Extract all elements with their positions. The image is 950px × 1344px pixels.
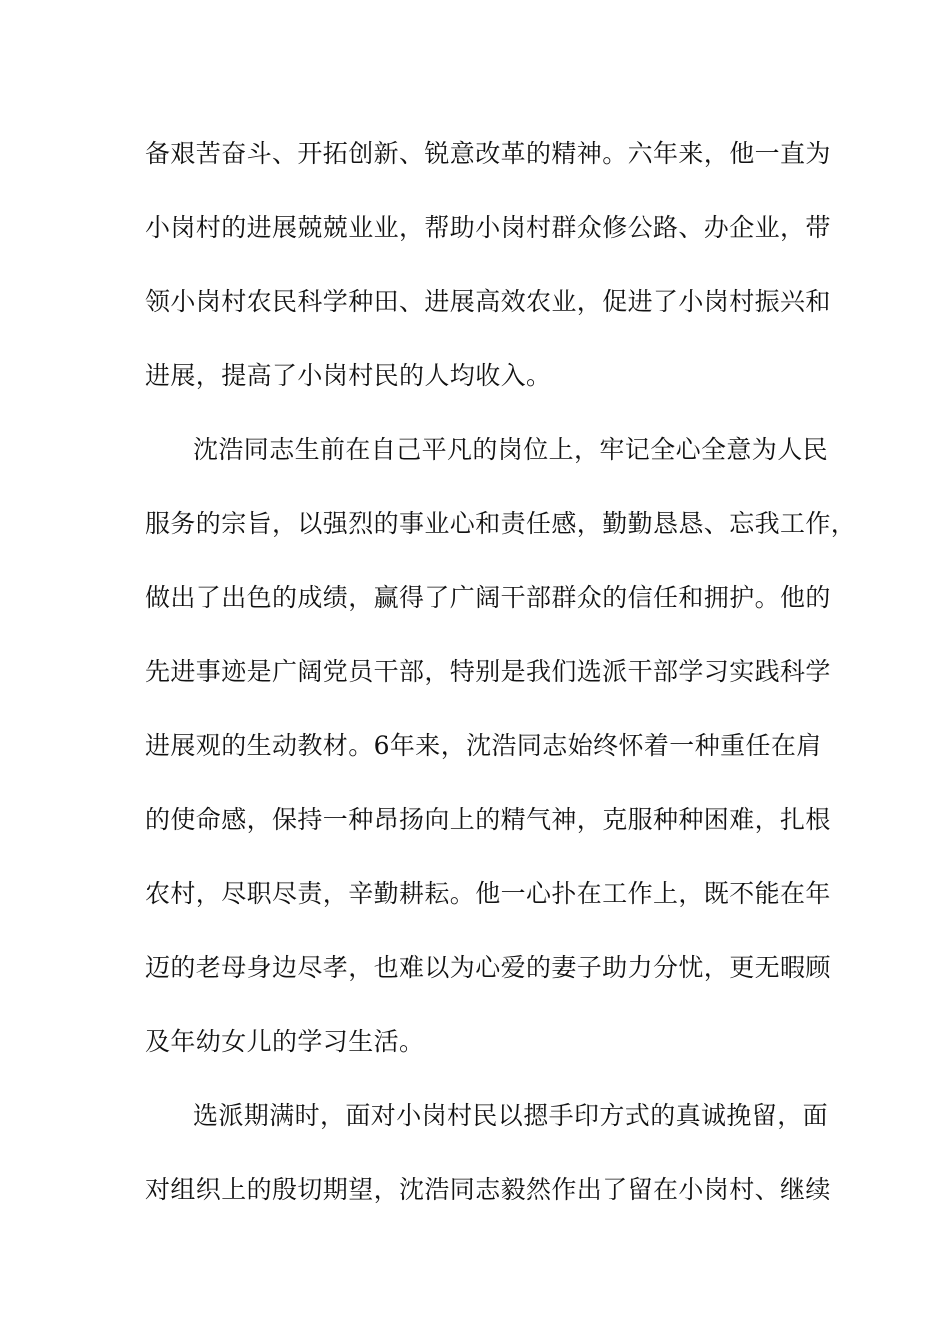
text-line: 服务的宗旨，以强烈的事业心和责任感，勤勤恳恳、忘我工作， [145, 509, 857, 538]
text-line: 的使命感，保持一种昂扬向上的精气神，克服种种困难，扎根 [145, 805, 831, 834]
text-line: 先进事迹是广阔党员干部，特别是我们选派干部学习实践科学 [145, 657, 831, 686]
paragraph-first-line: 选派期满时，面对小岗村民以摁手印方式的真诚挽留，面 [193, 1101, 829, 1130]
text-line: 农村，尽职尽责，辛勤耕耘。他一心扑在工作上，既不能在年 [145, 879, 831, 908]
text-line: 对组织上的殷切期望，沈浩同志毅然作出了留在小岗村、继续 [145, 1175, 831, 1204]
text-line: 迈的老母身边尽孝，也难以为心爱的妻子助力分忧，更无暇顾 [145, 953, 831, 982]
text-line: 小岗村的进展兢兢业业，帮助小岗村群众修公路、办企业，带 [145, 213, 831, 242]
text-line: 及年幼女儿的学习生活。 [145, 1027, 425, 1056]
text-line: 领小岗村农民科学种田、进展高效农业，促进了小岗村振兴和 [145, 287, 831, 316]
paragraph-first-line: 沈浩同志生前在自己平凡的岗位上，牢记全心全意为人民 [193, 435, 829, 464]
text-line: 做出了出色的成绩，赢得了广阔干部群众的信任和拥护。他的 [145, 583, 831, 612]
text-line: 进展，提高了小岗村民的人均收入。 [145, 361, 552, 390]
text-line: 备艰苦奋斗、开拓创新、锐意改革的精神。六年来，他一直为 [145, 139, 831, 168]
text-line: 进展观的生动教材。6年来，沈浩同志始终怀着一种重任在肩 [145, 731, 822, 760]
